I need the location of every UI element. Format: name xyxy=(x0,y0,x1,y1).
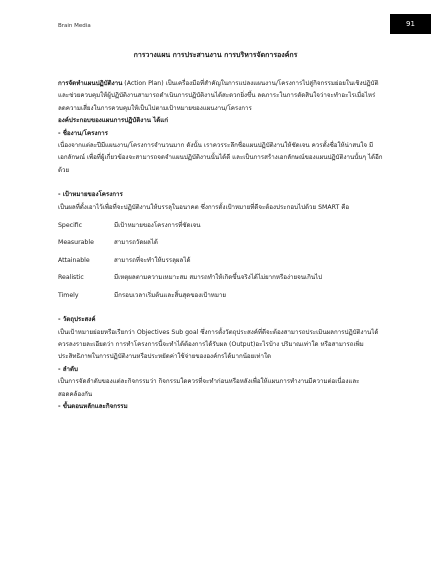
order-text: เป็นการจัดลำดับของแต่ละกิจกรรมว่า กิจกรรมใดควรที่จะทำก่อนหรือหลังเพื่อให้แผนการทำงานมีความต่อเนื่องและสอดคล้องกัน xyxy=(58,378,360,398)
smart-value: มีเหตุผลตามความเหมาะสม สมารถทำให้เกิดขึ้นจริงได้ไม่ยากหรือง่ายจนเกินไป xyxy=(114,274,323,282)
smart-value: สามารถวัดผลได้ xyxy=(114,239,158,247)
smart-row xyxy=(58,272,384,284)
intro-bold-lead: การจัดทำแผนปฏิบัติงาน xyxy=(58,80,123,87)
smart-row xyxy=(58,220,384,232)
smart-value: มีเป้าหมายของโครงการที่ชัดเจน xyxy=(114,222,201,230)
intro-paragraph xyxy=(58,78,384,115)
components-heading: องค์ประกอบของแผนการปฏิบัติงาน ได้แก่ xyxy=(58,117,168,125)
smart-row xyxy=(58,290,384,302)
document-body xyxy=(58,68,384,413)
smart-value: สามารถที่จะทำให้บรรลุผลได้ xyxy=(114,256,191,264)
objective-heading: - วัตถุประสงค์ xyxy=(58,316,96,324)
smart-key: Specific xyxy=(58,222,83,230)
smart-row xyxy=(58,255,384,267)
order-heading: - ลำดับ xyxy=(58,365,78,373)
intro-text: (Action Plan) เป็นเครื่องมือที่สำคัญในการแปลงแผนงาน/โครงการไปสู่กิจกรรมย่อยในเชิงปฏิบัติ และช่วยควบคุมให้ผู้ปฏิบัติงานสามารถดำเนินการปฏิบัติงานได้สะดวกยิ่งขึ้น ลดภาระในการตัดสินใจว่าจะทำอะไรเมื่อไหร่ ลดความเสี่ยงในการควบคุมให้เป็นไปตามเป้าหมายของแผนงาน/โครงการ xyxy=(58,80,379,112)
project-name-text: เนื่องจากแต่ละปีมีแผนงาน/โครงการจำนวนมาก ดังนั้น เราควรระลึกชื่อแผนปฏิบัติงานให้ชัดเจน ควรตั้งชื่อให้น่าสนใจ มีเอกลักษณ์ เพื่อที่ผู้เกี่ยวข้องจะสามารถจดจำแผนปฏิบัติงานนั้นได้ดี และเป็นการสร้างเอกลักษณ์ของแผนปฏิบัติงานนั้นๆ ได้อีกด้วย xyxy=(58,142,383,174)
goal-text: เป็นผลที่ตั้งเอาไว้เพื่อที่จะปฏิบัติงานให้บรรลุในอนาคต ซึ่งการตั้งเป้าหมายที่ดีจะต้องประกอบไปด้วย SMART คือ xyxy=(58,203,350,211)
smart-list xyxy=(58,220,384,302)
smart-key: Realistic xyxy=(58,274,84,282)
smart-row xyxy=(58,237,384,249)
smart-key: Attainable xyxy=(58,256,90,264)
goal-heading: - เป้าหมายของโครงการ xyxy=(58,191,123,199)
smart-key: Timely xyxy=(58,291,79,299)
header-brand: Brain Media xyxy=(58,23,91,29)
project-name-heading: - ชื่องาน/โครงการ xyxy=(58,129,108,137)
page-number: 91 xyxy=(390,14,431,34)
steps-heading: - ขั้นตอนหลักและกิจกรรม xyxy=(58,402,128,410)
page-title: การวางแผน การประสานงาน การบริหารจัดการองค์กร xyxy=(133,51,298,59)
smart-key: Measurable xyxy=(58,239,94,247)
objective-text: เป็นเป้าหมายย่อยหรือเรียกว่า Objectives Sub goal ซึ่งการตั้งวัตถุประสงค์ที่ดีจะต้องสามารถประเมินผลการปฏิบัติงานได้ ควรลงรายละเอียดว่า การทำโครงการนี้จะทำได้ต้องการได้รับผล (Output)อะไรบ้าง ปริมาณเท่าใด หรือสามารถเพิ่มประสิทธิภาพในการปฏิบัติงานหรือประหยัดค่าใช้จ่ายขององค์กรได้มากน้อยเท่าใด xyxy=(58,328,379,361)
smart-value: มีกรอบเวลาเริ่มต้นและสิ้นสุดของเป้าหมาย xyxy=(114,291,227,299)
